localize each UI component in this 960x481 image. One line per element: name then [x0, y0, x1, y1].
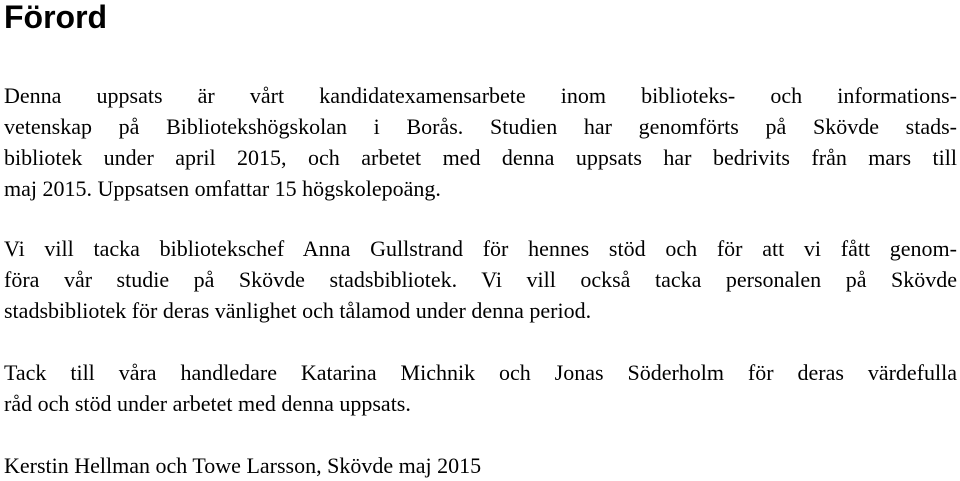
paragraph-acknowledgement-supervisors [4, 357, 957, 419]
paragraph-line: Denna uppsats är vårt kandidatexamensarbete inom biblioteks- och informations- [4, 83, 957, 108]
signature [4, 450, 957, 481]
paragraph-line: vetenskap på Bibliotekshögskolan i Borås. Studien har genomförts på Skövde stads- [4, 114, 957, 139]
paragraph-line: Vi vill tacka bibliotekschef Anna Gullstrand för hennes stöd och för att vi fått genom- [4, 236, 957, 261]
paragraph-line: maj 2015. Uppsatsen omfattar 15 högskolepoäng. [4, 176, 441, 201]
paragraph-line: föra vår studie på Skövde stadsbibliotek. Vi vill också tacka personalen på Skövde [4, 267, 957, 292]
paragraph-acknowledgement-library [4, 233, 957, 326]
document-page [4, 0, 957, 480]
paragraph-line: råd och stöd under arbetet med denna uppsats. [4, 391, 411, 416]
paragraph-intro [4, 80, 957, 204]
paragraph-line: Tack till våra handledare Katarina Michnik och Jonas Söderholm för deras värdefulla [4, 360, 957, 385]
page-title: Förord [4, 0, 108, 35]
paragraph-line: bibliotek under april 2015, och arbetet med denna uppsats har bedrivits från mars till [4, 145, 957, 170]
signature-line: Kerstin Hellman och Towe Larsson, Skövde maj 2015 [4, 453, 482, 478]
paragraph-line: stadsbibliotek för deras vänlighet och tålamod under denna period. [4, 298, 592, 323]
